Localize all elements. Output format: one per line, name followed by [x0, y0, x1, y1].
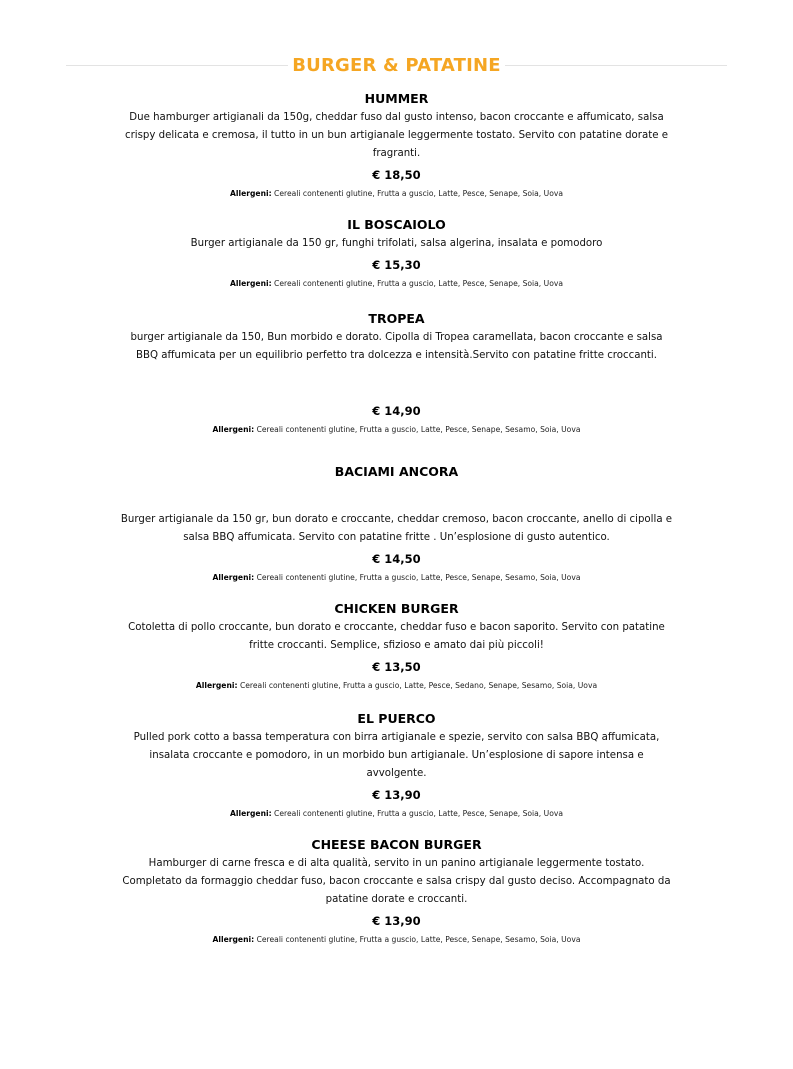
- item-description: Pulled pork cotto a bassa temperatura con birra artigianale e spezie, servito con salsa BBQ affumicata, insalata croccante e pomodoro, in un morbido bun artigianale. Un’esplosione di sapore intensa e avvolgente.: [133, 732, 660, 779]
- allergens-list: Cereali contenenti glutine, Frutta a guscio, Latte, Pesce, Senape, Sesamo, Soia, Uova: [256, 425, 581, 434]
- item-price: € 13,90: [372, 914, 421, 928]
- item-name: IL BOSCAIOLO: [347, 217, 446, 232]
- allergens-list: Cereali contenenti glutine, Frutta a guscio, Latte, Pesce, Senape, Soia, Uova: [274, 189, 563, 198]
- divider-right: [505, 65, 727, 66]
- item-description: Burger artigianale da 150 gr, funghi trifolati, salsa algerina, insalata e pomodoro: [190, 238, 603, 249]
- menu-item-il-boscaiolo: [120, 216, 673, 290]
- allergens-label: Allergeni:: [212, 425, 255, 434]
- section-header: [66, 54, 727, 78]
- item-allergens: [120, 188, 673, 200]
- item-price: € 15,30: [372, 258, 421, 272]
- item-price: € 14,90: [372, 404, 421, 418]
- item-name: BACIAMI ANCORA: [334, 464, 459, 479]
- menu-item-cheese-bacon-burger: [120, 836, 673, 946]
- menu-item-el-puerco: [120, 710, 673, 820]
- item-description: Cotoletta di pollo croccante, bun dorato e croccante, cheddar fuso e bacon saporito. Servito con patatine fritte croccanti. Semplice, sfizioso e amato dai più piccoli!: [128, 622, 665, 651]
- item-allergens: [120, 934, 673, 946]
- item-price: € 14,50: [372, 552, 421, 566]
- item-name: CHEESE BACON BURGER: [311, 837, 482, 852]
- menu-item-hummer: [120, 90, 673, 200]
- allergens-list: Cereali contenenti glutine, Frutta a guscio, Latte, Pesce, Senape, Soia, Uova: [274, 809, 563, 818]
- item-price: € 13,50: [372, 660, 421, 674]
- item-price: € 13,90: [372, 788, 421, 802]
- item-allergens: [120, 572, 673, 584]
- item-allergens: [120, 424, 673, 436]
- item-allergens: [120, 808, 673, 820]
- item-name: EL PUERCO: [357, 711, 436, 726]
- menu-item-tropea: [120, 310, 673, 436]
- menu-item-chicken-burger: [120, 600, 673, 692]
- item-name: TROPEA: [368, 311, 425, 326]
- item-allergens: [120, 680, 673, 692]
- item-allergens: [120, 278, 673, 290]
- allergens-label: Allergeni:: [230, 809, 272, 818]
- allergens-label: Allergeni:: [230, 279, 272, 288]
- allergens-list: Cereali contenenti glutine, Frutta a guscio, Latte, Pesce, Senape, Sesamo, Soia, Uova: [256, 935, 581, 944]
- item-description: Due hamburger artigianali da 150g, cheddar fuso dal gusto intenso, bacon croccante e affumicato, salsa crispy delicata e cremosa, il tutto in un bun artigianale leggermente tostato. Servito con patatine dorate e fragranti.: [124, 112, 668, 159]
- section-title: BURGER & PATATINE: [292, 55, 501, 76]
- allergens-list: Cereali contenenti glutine, Frutta a guscio, Latte, Pesce, Senape, Soia, Uova: [274, 279, 563, 288]
- item-description: burger artigianale da 150, Bun morbido e dorato. Cipolla di Tropea caramellata, bacon croccante e salsa BBQ affumicata per un equilibrio perfetto tra dolcezza e intensità.Servito con patatine fritte croccanti.: [130, 332, 663, 361]
- item-price: € 18,50: [372, 168, 421, 182]
- allergens-label: Allergeni:: [195, 681, 238, 690]
- menu-item-baciami-ancora: [120, 463, 673, 584]
- allergens-label: Allergeni:: [212, 573, 255, 582]
- item-description: Burger artigianale da 150 gr, bun dorato e croccante, cheddar cremoso, bacon croccante, anello di cipolla e salsa BBQ affumicata. Servito con patatine fritte . Un’esplosione di gusto autentico.: [120, 514, 673, 543]
- item-name: HUMMER: [364, 91, 429, 106]
- allergens-label: Allergeni:: [230, 189, 272, 198]
- allergens-list: Cereali contenenti glutine, Frutta a guscio, Latte, Pesce, Senape, Sesamo, Soia, Uova: [256, 573, 581, 582]
- item-description: Hamburger di carne fresca e di alta qualità, servito in un panino artigianale leggermente tostato. Completato da formaggio cheddar fuso, bacon croccante e salsa crispy dal gusto deciso. Accompagnato da patatine dorate e croccanti.: [122, 858, 671, 905]
- item-name: CHICKEN BURGER: [334, 601, 459, 616]
- allergens-label: Allergeni:: [212, 935, 255, 944]
- allergens-list: Cereali contenenti glutine, Frutta a guscio, Latte, Pesce, Sedano, Senape, Sesamo, Soia, Uova: [239, 681, 598, 690]
